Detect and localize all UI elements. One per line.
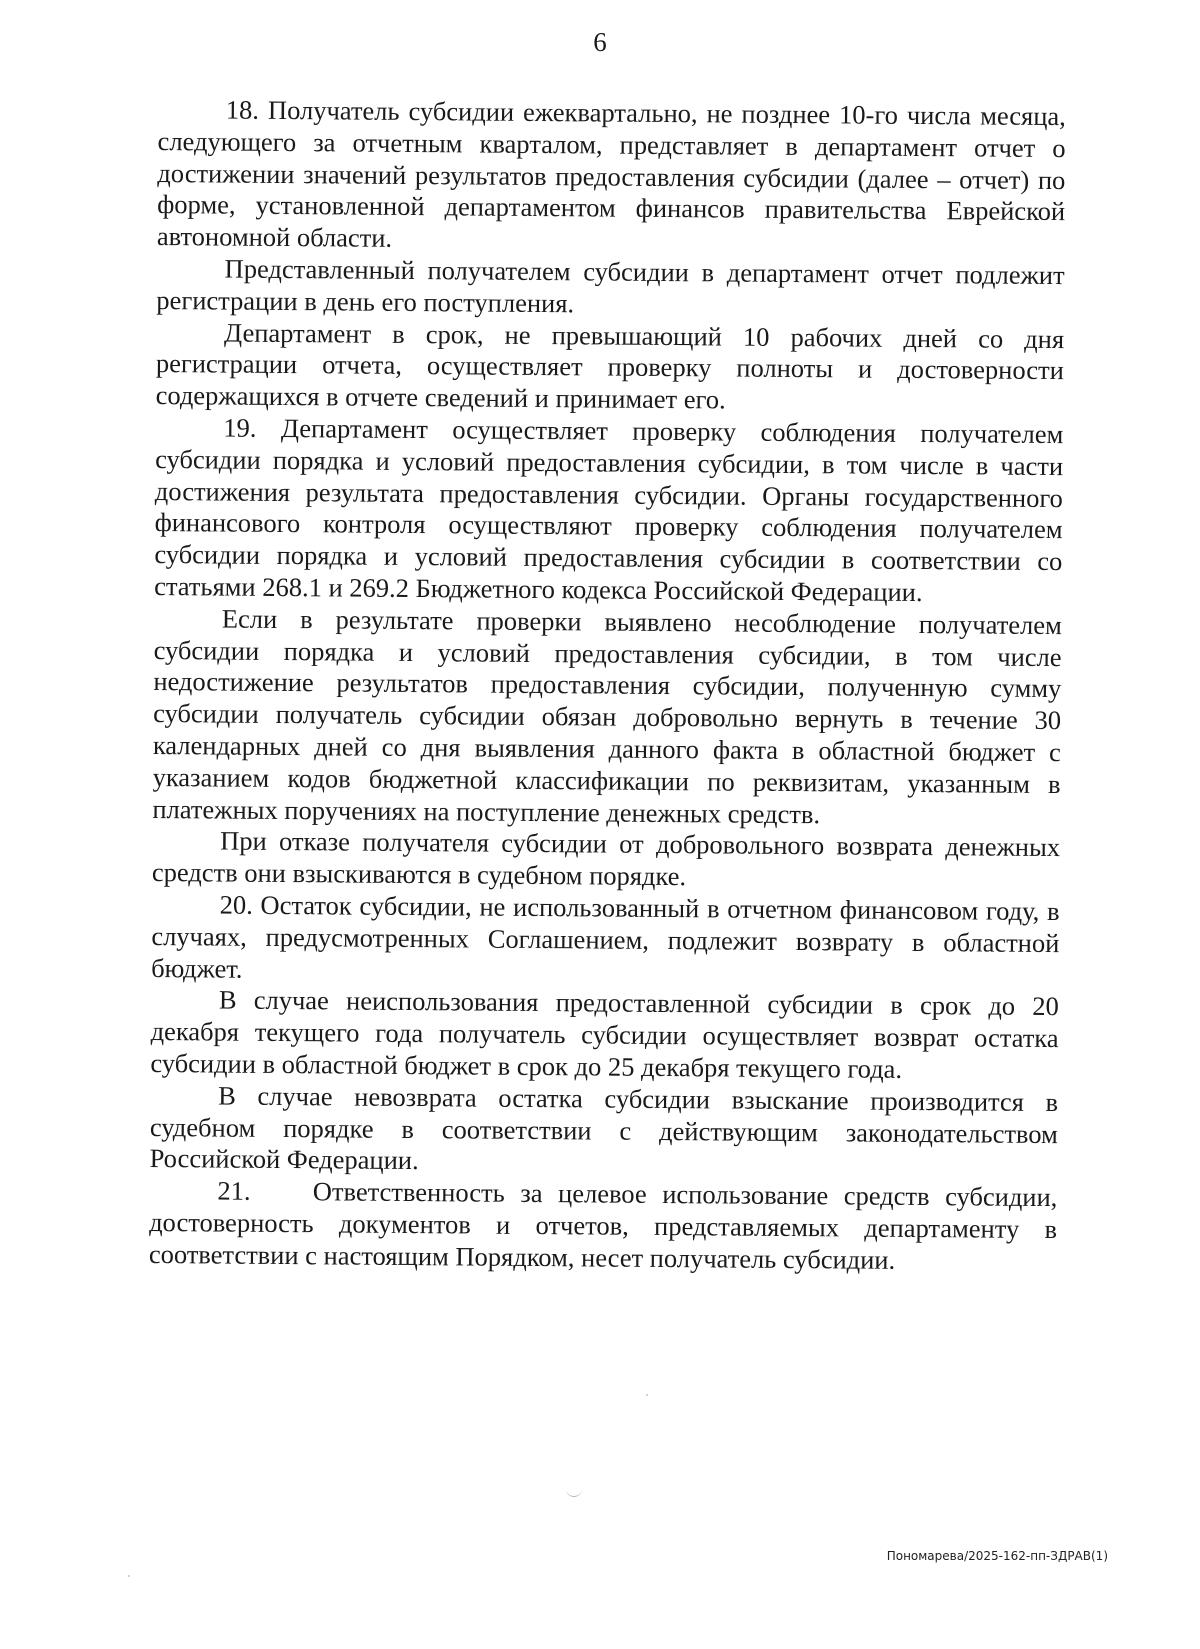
- document-body: [149, 94, 1066, 1278]
- paragraph-non-return-recovery: В случае невозврата остатка субсидии взыскание производится в судебном порядке в соответствии с действующим законодательством Российской Федерации.: [149, 1080, 1059, 1176]
- scan-artifact: [566, 1486, 582, 1497]
- paragraph-unused-balance-return: В случае неиспользования предоставленной субсидии в срок до 20 декабря текущего года получатель субсидии осуществляет возврат остатка субсидии в областной бюджет в срок до 25 декабря текущего года.: [150, 984, 1059, 1084]
- paragraph-report-registration: Представленный получателем субсидии в департамент отчет подлежит регистрации в день его поступления.: [156, 253, 1065, 319]
- paragraph-court-recovery: При отказе получателя субсидии от добровольного возврата денежных средств они взыскиваются в судебном порядке.: [151, 825, 1061, 892]
- scan-dot: [128, 1575, 130, 1577]
- document-footer-code: Пономарева/2025-162-пп-ЗДРАВ(1): [886, 1549, 1108, 1563]
- page-number: 6: [593, 27, 607, 57]
- paragraph-19: 19. Департамент осуществляет проверку соблюдения получателем субсидии порядка и условий предоставления субсидии, в том числе в части достижения результата предоставления субсидии. Органы государственного финансового контроля осуществляют проверку соблюдения получателем субсидии порядка и условий предоставления субсидии в соответствии со статьями 268.1 и 269.2 Бюджетного кодекса Российской Федерации.: [154, 412, 1064, 607]
- paragraph-report-verification: Департамент в срок, не превышающий 10 рабочих дней со дня регистрации отчета, осуществляет проверку полноты и достоверности содержащихся в отчете сведений и принимает его.: [155, 317, 1065, 415]
- paragraph-20: 20. Остаток субсидии, не использованный в отчетном финансовом году, в случаях, предусмотренных Соглашением, подлежит возврату в областной бюджет.: [151, 889, 1060, 984]
- paragraph-21: 21. Ответственность за целевое использование средств субсидии, достоверность документов и отчетов, представляемых департаменту в соответствии с настоящим Порядком, несет получатель субсидии.: [148, 1175, 1058, 1275]
- scan-dot: [646, 1394, 648, 1396]
- paragraph-18: 18. Получатель субсидии ежеквартально, не позднее 10-го числа месяца, следующего за отчетным кварталом, представляет в департамент отчет о достижении значений результатов предоставления субсидии (далее – отчет) по форме, установленной департаментом финансов правительства Еврейской автономной области.: [156, 94, 1066, 254]
- paragraph-violation-refund: Если в результате проверки выявлено несоблюдение получателем субсидии порядка и условий предоставления субсидии, в том числе недостижение результатов предоставления субсидии, полученную сумму субсидии получатель субсидии обязан добровольно вернуть в течение 30 календарных дней со дня выявления данного факта в областной бюджет с указанием кодов бюджетной классификации по реквизитам, указанным в платежных поручениях на поступление денежных средств.: [152, 603, 1062, 829]
